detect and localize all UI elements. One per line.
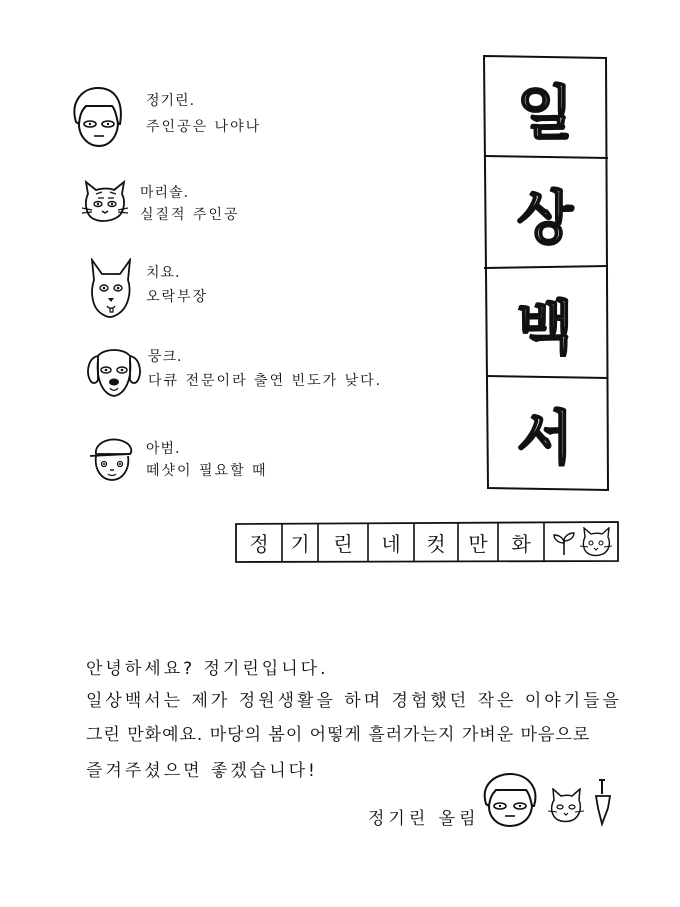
title-syllable: 백 [516, 294, 574, 362]
character-name: 정기린. [146, 93, 196, 109]
character-row [0, 180, 440, 260]
series-character: 정 [249, 531, 269, 556]
cat-face-icon [548, 788, 584, 824]
trowel-icon [592, 778, 614, 828]
series-character: 기 [290, 531, 310, 556]
character-description: 떼샷이 필요할 때 [146, 463, 268, 479]
cat-face-icon [80, 180, 130, 222]
dog-face-icon [88, 258, 134, 318]
cat-face-icon [580, 527, 612, 557]
character-name: 아범. [146, 441, 181, 457]
series-character: 화 [511, 531, 531, 556]
character-row [0, 344, 440, 424]
dad-face-icon [88, 436, 136, 482]
title-syllable: 상 [516, 184, 574, 252]
girl-face-icon [478, 772, 542, 830]
intro-line: 안녕하세요? 정기린입니다. [86, 659, 329, 679]
intro-line: 즐겨주셨으면 좋겠습니다! [86, 761, 318, 781]
character-row [0, 258, 440, 338]
character-description: 오락부장 [146, 289, 209, 305]
character-description: 다큐 전문이라 출연 빈도가 낮다. [148, 373, 383, 389]
series-title-bar [234, 521, 620, 563]
character-row [0, 84, 440, 164]
intro-line: 일상백서는 제가 정원생활을 하며 경험했던 작은 이야기들을 [86, 691, 622, 711]
character-name: 치요. [146, 265, 181, 281]
signature: 정기린 올림 [368, 809, 480, 829]
sprout-icon [552, 531, 576, 557]
character-description: 실질적 주인공 [140, 207, 240, 223]
series-character: 네 [381, 531, 401, 556]
character-description: 주인공은 나야나 [146, 119, 262, 135]
title-syllable: 일 [516, 79, 574, 147]
title-box [480, 52, 610, 492]
title-syllable: 서 [516, 404, 574, 472]
intro-line: 그린 만화예요. 마당의 봄이 어떻게 흘러가는지 가벼운 마음으로 [86, 725, 591, 745]
character-name: 뭉크. [148, 349, 183, 365]
character-row [0, 436, 440, 516]
series-character: 컷 [426, 531, 446, 556]
series-character: 린 [333, 531, 353, 556]
girl-face-icon [66, 84, 128, 150]
character-name: 마리솔. [140, 185, 190, 201]
series-character: 만 [468, 531, 488, 556]
puppy-face-icon [84, 346, 144, 400]
